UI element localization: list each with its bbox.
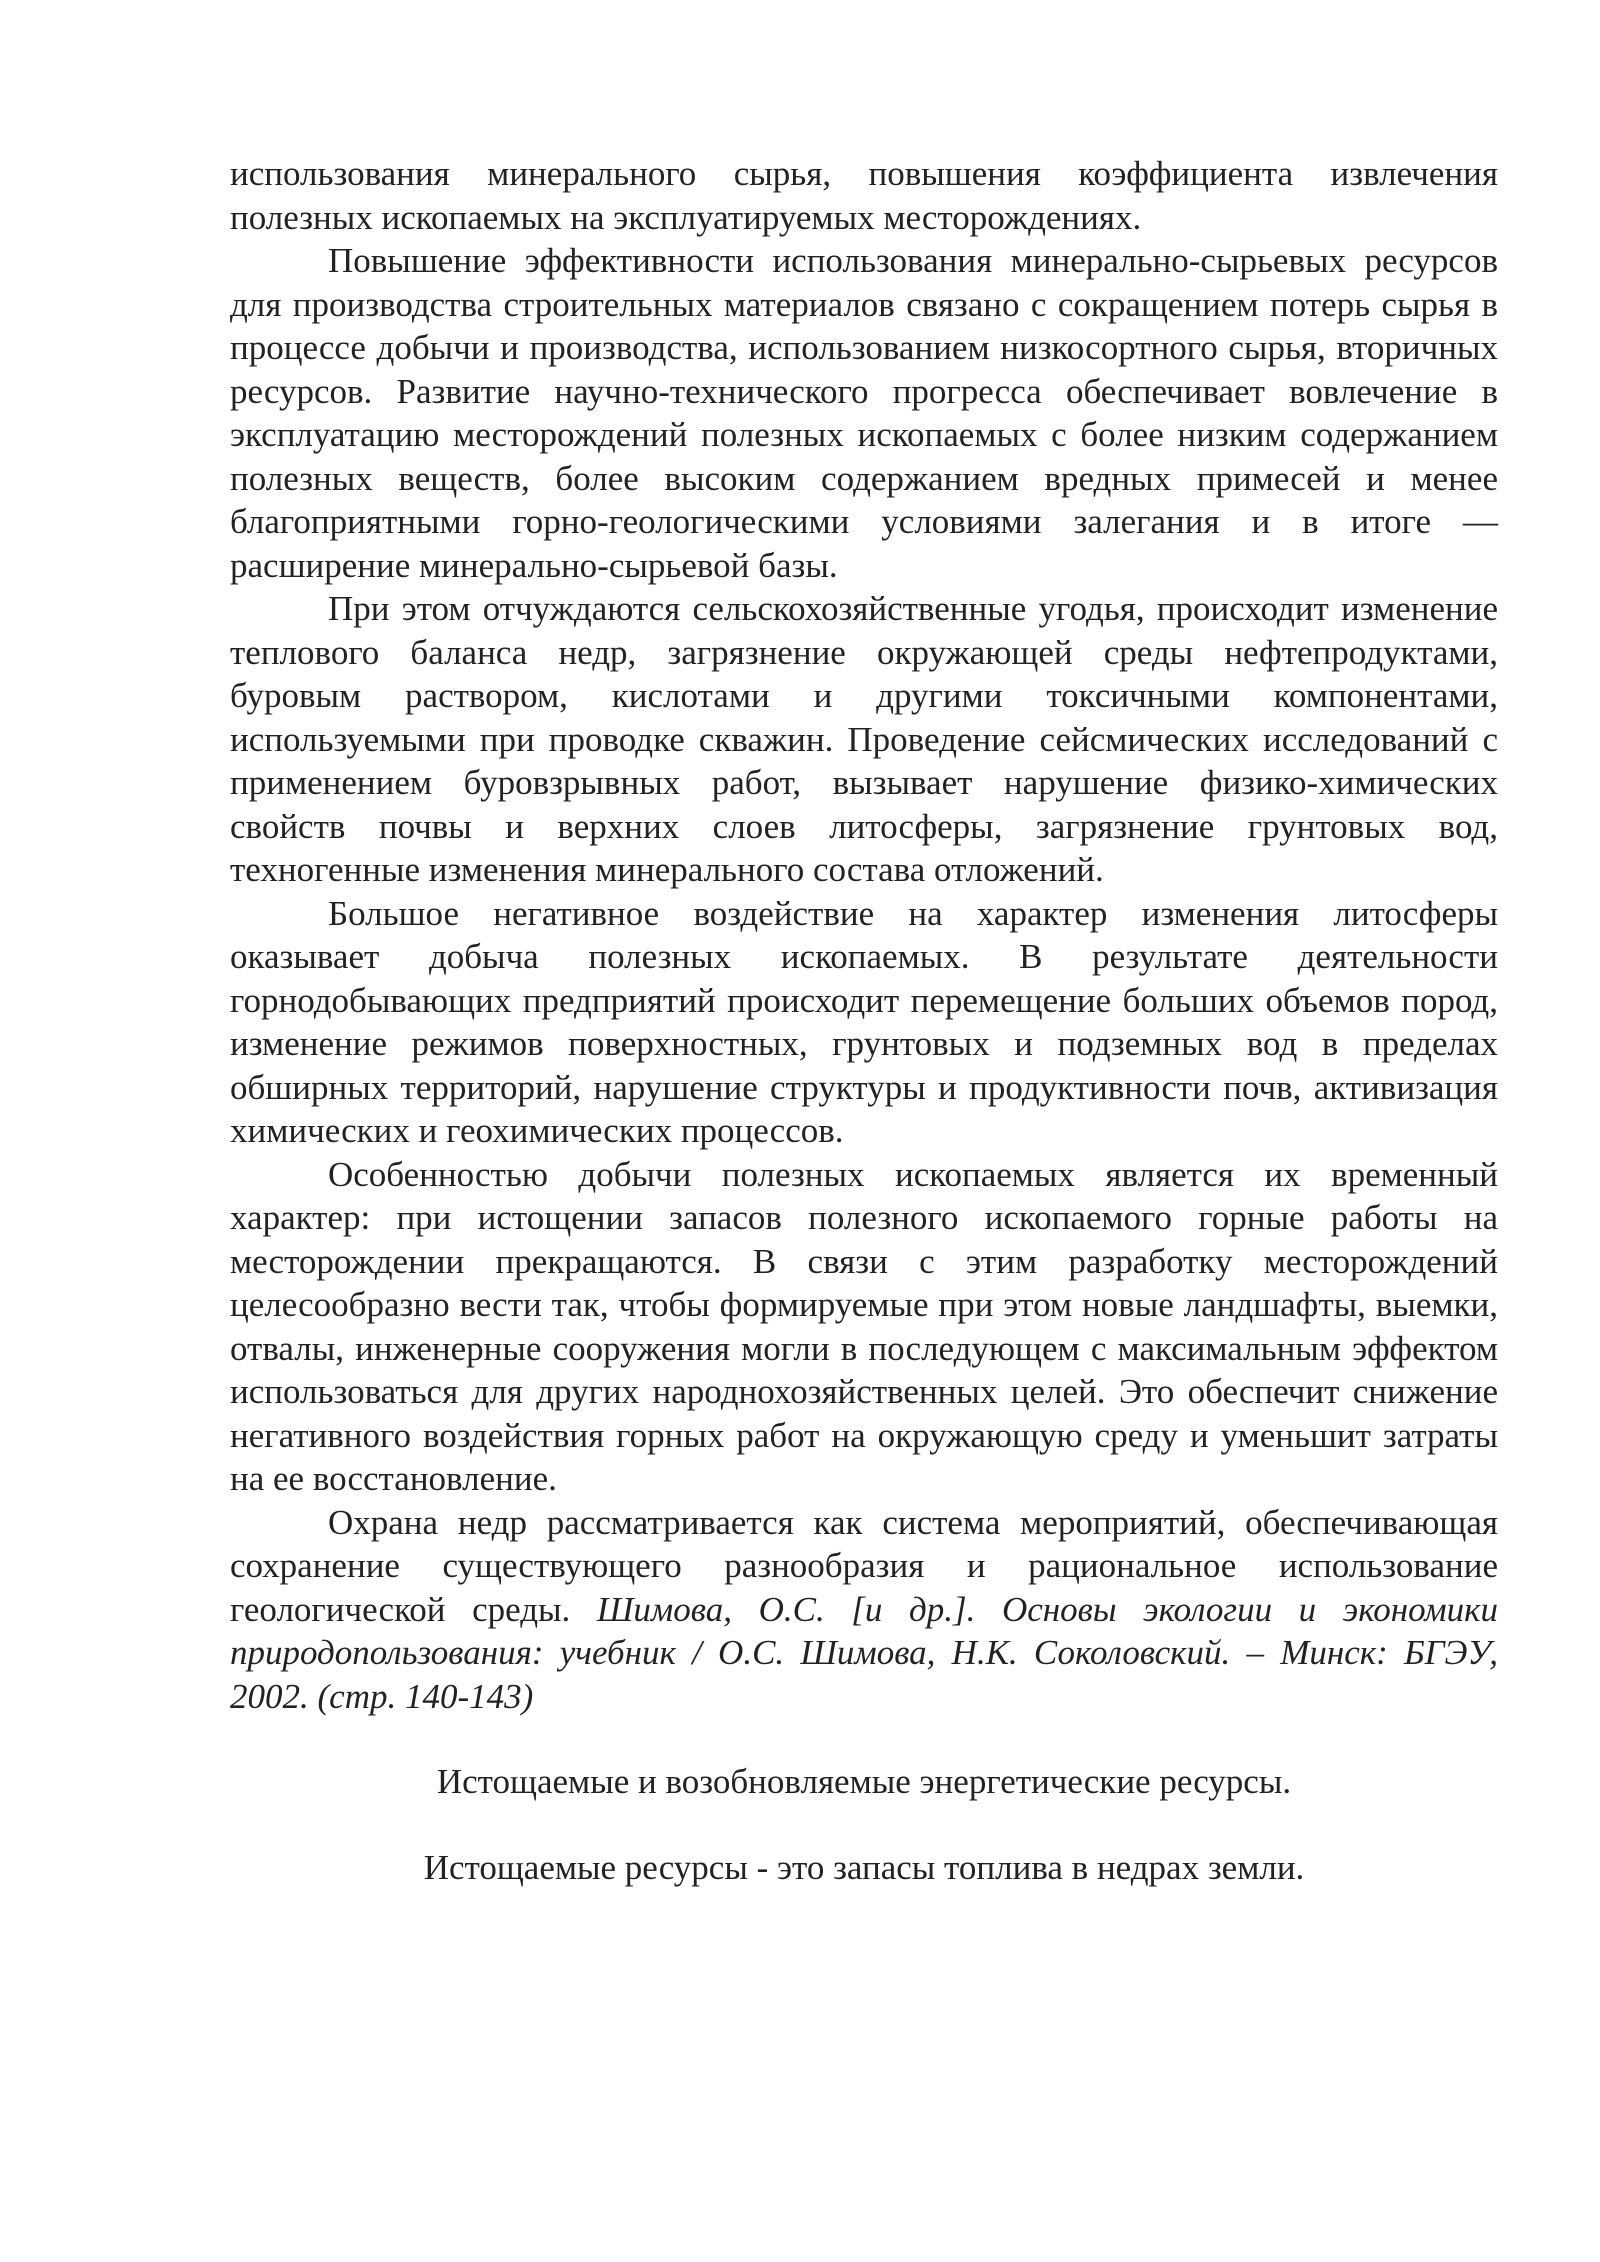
- subsoil-protection-text: Охрана недр рассматривается как система мероприятий, обеспечивающая сохранение существующего разнообразия и рациональное использование геологической среды.: [230, 1502, 1498, 1629]
- paragraph-mining-temporal: Особенностью добычи полезных ископаемых является их временный характер: при истощении запасов полезного ископаемого горные работы на месторождении прекращаются. В связи с этим разработку месторождений целесообразно вести так, чтобы формируемые при этом новые ландшафты, выемки, отвалы, инженерные сооружения могли в последующем с максимальным эффектом использоваться для других народнохозяйственных целей. Это обеспечит снижение негативного воздействия горных работ на окружающую среду и уменьшит затраты на ее восстановление.: [230, 1154, 1498, 1498]
- paragraph-efficiency: Повышение эффективности использования минерально-сырьевых ресурсов для производства строительных материалов связано с сокращением потерь сырья в процессе добычи и производства, использованием низкосортного сырья, вторичных ресурсов. Развитие научно-технического прогресса обеспечивает вовлечение в эксплуатацию месторождений полезных ископаемых с более низким содержанием полезных веществ, более высоким содержанием вредных примесей и менее благоприятными горно-геологическими условиями залегания и в итоге — расширение минерально-сырьевой базы.: [230, 241, 1498, 585]
- paragraph-subsoil-protection: [230, 1501, 1498, 1719]
- citation: Шимова, О.С. [и др.]. Основы экологии и экономики природопользования: учебник / О.С. Шимова, Н.К. Соколовский. – Минск: БГЭУ, 2002. (стр. 140-143): [230, 1589, 1498, 1716]
- paragraph-land-alienation: При этом отчуждаются сельскохозяйственные угодья, происходит изменение теплового баланса недр, загрязнение окружающей среды нефтепродуктами, буровым раствором, кислотами и другими токсичными компонентами, используемыми при проводке скважин. Проведение сейсмических исследований с применением буровзрывных работ, вызывает нарушение физико-химических свойств почвы и верхних слоев литосферы, загрязнение грунтовых вод, техногенные изменения минерального состава отложений.: [230, 589, 1498, 889]
- paragraph-lithosphere-impact: Большое негативное воздействие на характер изменения литосферы оказывает добыча полезных ископаемых. В результате деятельности горнодобывающих предприятий происходит перемещение больших объемов пород, изменение режимов поверхностных, грунтовых и подземных вод в пределах обширных территорий, нарушение структуры и продуктивности почв, активизация химических и геохимических процессов.: [230, 893, 1498, 1150]
- definition-line: Истощаемые ресурсы - это запасы топлива в недрах земли.: [423, 1847, 1305, 1887]
- section-heading: Истощаемые и возобновляемые энергетические ресурсы.: [436, 1762, 1292, 1801]
- paragraph-continuation: использования минерального сырья, повышения коэффициента извлечения полезных ископаемых на эксплуатируемых месторождениях.: [230, 154, 1498, 237]
- document-body: [230, 152, 1498, 1889]
